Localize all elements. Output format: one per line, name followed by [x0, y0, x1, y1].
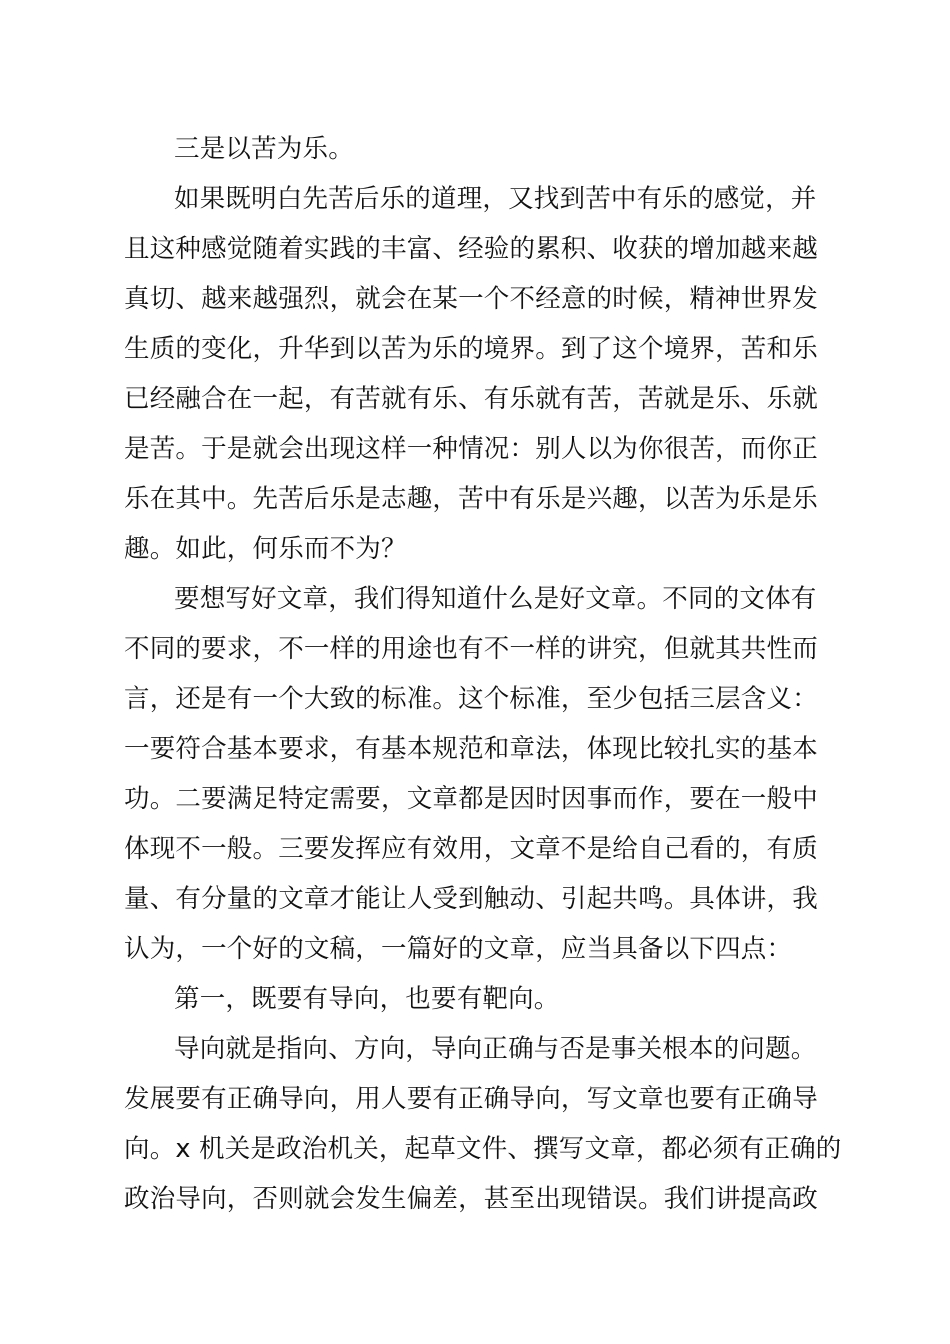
text-line: 认为，一个好的文稿，一篇好的文章，应当具备以下四点：	[124, 934, 793, 964]
text-line: 一要符合基本要求，有基本规范和章法，体现比较扎实的基本	[124, 734, 818, 764]
text-line: 生质的变化，升华到以苦为乐的境界。到了这个境界，苦和乐	[124, 334, 818, 364]
text-line: 三是以苦为乐。	[174, 134, 354, 164]
text-line: 导向就是指向、方向，导向正确与否是事关根本的问题。	[174, 1034, 817, 1064]
text-line: 乐在其中。先苦后乐是志趣，苦中有乐是兴趣，以苦为乐是乐	[124, 484, 818, 514]
text-line: 要想写好文章，我们得知道什么是好文章。不同的文体有	[174, 584, 817, 614]
text-line: 言，还是有一个大致的标准。这个标准，至少包括三层含义：	[124, 684, 818, 714]
text-line: 真切、越来越强烈，就会在某一个不经意的时候，精神世界发	[124, 284, 818, 314]
text-line: 发展要有正确导向，用人要有正确导向，写文章也要有正确导	[124, 1084, 818, 1114]
text-line: 向。x 机关是政治机关，起草文件、撰写文章，都必须有正确的	[124, 1134, 842, 1164]
text-line: 如果既明白先苦后乐的道理，又找到苦中有乐的感觉，并	[174, 184, 817, 214]
text-line: 已经融合在一起，有苦就有乐、有乐就有苦，苦就是乐、乐就	[124, 384, 818, 414]
text-line: 趣。如此，何乐而不为？	[124, 534, 407, 564]
text-line: 是苦。于是就会出现这样一种情况：别人以为你很苦，而你正	[124, 434, 818, 464]
text-line: 第一，既要有导向，也要有靶向。	[174, 984, 560, 1014]
text-line: 且这种感觉随着实践的丰富、经验的累积、收获的增加越来越	[124, 234, 818, 264]
text-line: 不同的要求，不一样的用途也有不一样的讲究，但就其共性而	[124, 634, 818, 664]
text-line: 体现不一般。三要发挥应有效用，文章不是给自己看的，有质	[124, 834, 818, 864]
text-line: 量、有分量的文章才能让人受到触动、引起共鸣。具体讲，我	[124, 884, 818, 914]
text-line: 功。二要满足特定需要，文章都是因时因事而作，要在一般中	[124, 784, 818, 814]
text-line: 政治导向，否则就会发生偏差，甚至出现错误。我们讲提高政	[124, 1184, 818, 1214]
